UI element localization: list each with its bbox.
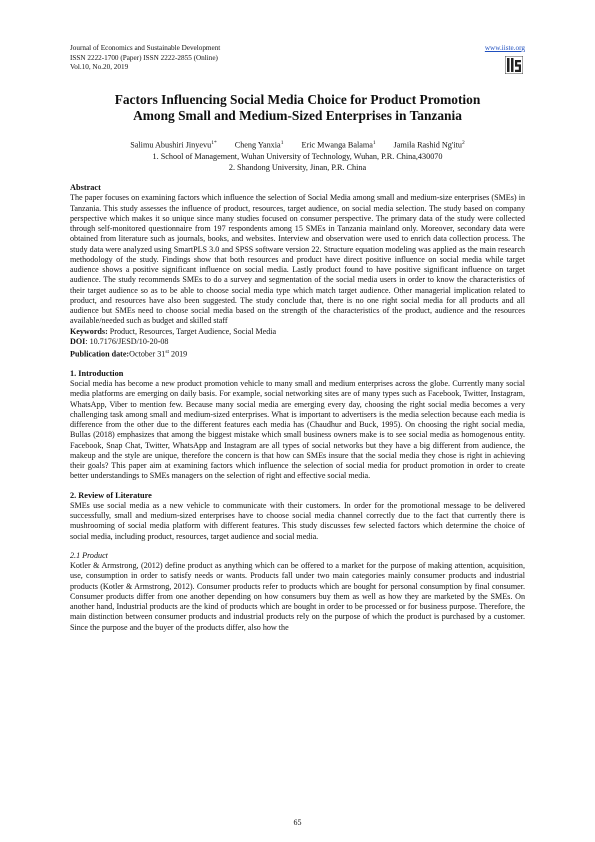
author-list <box>60 138 535 151</box>
journal-volume: Vol.10, No.20, 2019 <box>70 63 129 72</box>
subsection-product-text: Kotler & Armstrong, (2012) define product as anything which can be offered to a market for the purpose of making attention, acquisition, use, consumption in order to satisfy needs or wants. Products fall under two main categories mainly consumer products and industrial products (Kotler & Armstrong, 2012). Consumer products refer to products which are bought for personal consumption by final consumer. Consumer products differ from one another depending on how consumers buy them as well as how they are marketed by the SMEs. On another hand, Industrial products are the kind of products which are bought in order to be processed or for business purpose. Therefore, the main distinction between consumer products and industrial products rely on the purpose of which the product is purchased by a customer. Since the purpose and the buyer of the products differ, also how the <box>70 561 525 632</box>
paper-title <box>60 92 535 124</box>
author-block <box>60 138 535 173</box>
section-introduction-text: Social media has become a new product promotion vehicle to many small and medium enterprises across the globe. Currently many social media platforms are emerging on daily basis. For example, social networking sites are of many types such as Facebook, Twitter, Instagram, WhatsApp, Viber to mention few. Because many social media are emerging every day, choosing the right social media becomes a very challenging task among small and medium-sized enterprises. What is important to advertisers is the media selection because each media is difference from the other due to the different features each media has (Chaudhur and Buck, 1995). On choosing the right social media, Bullas (2018) emphasizes that among the biggest mistake which small business owners make is to see social media as homogenous entity. Facebook, Snap Chat, Twitter, WhatsApp and Instagram are all types of social networks but they have a big different from audience, the makeup and the style are unique, therefore the concern is that how can SMEs insure that the social media they chose is right in achieving their goals? This paper aim at examining factors which influence the selection of social media for product promotion in order to create better understandings to SMEs managers on the selection of right and effective social media. <box>70 379 525 481</box>
journal-header <box>70 44 220 73</box>
abstract-heading: Abstract <box>70 183 101 192</box>
author-2: Cheng Yanxia$^1$ <box>234 140 284 150</box>
title-line-1: Factors Influencing Social Media Choice for Product Promotion <box>114 92 481 107</box>
journal-url-link[interactable]: www.iiste.org <box>484 44 525 52</box>
subsection-product-heading: 2.1 Product <box>70 550 108 560</box>
affiliation-1: 1. School of Management, Wuhan University of Technology, Wuhan, P.R. China,430070 <box>152 151 443 161</box>
paper-body <box>70 183 525 633</box>
section-literature-text: SMEs use social media as a new vehicle to communicate with their customers. In order for the promotional message to be delivered successfully, small and medium-sized enterprises have to choose social media channel correctly due to the fact that currently there is mushrooming of social media platform with different features. This study discusses few selected factors which determine the choice of social media, including product, resources, target audience and social media. <box>70 500 525 541</box>
journal-name: Journal of Economics and Sustainable Development <box>70 44 221 52</box>
author-4: Jamila Rashid Ng'itu$^2$ <box>393 140 465 150</box>
iiste-logo-icon <box>505 56 523 74</box>
abstract-text: The paper focuses on examining factors which influence the selection of Social Media among small and medium-size enterprises (SMEs) in Tanzania. This study assesses the influence of product, resources, target audience, on social media selection. The study based on company perspective which makes it so unique since many studies focused on consumer perspective. The primary data of the study were collected through self-monitored questionnaire from 197 respondents among 15 SMEs in Tanzania mainland only. Moreover, secondary data were obtained from literature such as journals, books, and websites. Interview and observation were used to enrich data collection process. The study data were analyzed using SmartPLS 3.0 and SPSS software version 22. Structure equation modeling was applied as the main research methodology of the study. Findings show that both resources and product have direct positive influence on social media while target audience shows a positive significant influence on social media. Lastly product found to have positive significant influence on target audience. The study recommends SMEs to do a survey and segmentation of the social media users in order to know the characteristics of their target audience so as to be able to choose social media type which match target audience. Other managerial implication related to product, and resources have also been suggested. The study conclude that, there is no one right social media for all products and all audience but SMEs need to choose social media based on the strength of the characteristics of the product, audience and the resources available/needed such as budget and skilled staff <box>70 193 525 326</box>
section-introduction-heading: 1. Introduction <box>70 368 124 378</box>
author-3: Eric Mwanga Balama$^1$ <box>301 140 376 150</box>
title-line-2: Among Small and Medium-Sized Enterprises in Tanzania <box>133 108 462 123</box>
author-1: Salimu Abushiri Jinyevu$^{1*}$ <box>130 140 217 150</box>
doi-line: DOI: 10.7176/JESD/10-20-08 <box>70 336 169 346</box>
publication-date-line: Publication date:October 31st 2019 <box>70 349 188 359</box>
affiliation-2: 2. Shandong University, Jinan, P.R. China <box>228 162 367 172</box>
keywords-line: Keywords: Product, Resources, Target Audience, Social Media <box>70 326 277 336</box>
page-number: 65 <box>293 818 302 827</box>
journal-issn: ISSN 2222-1700 (Paper) ISSN 2222-2855 (Online) <box>70 53 218 62</box>
section-literature-heading: 2. Review of Literature <box>70 490 152 500</box>
